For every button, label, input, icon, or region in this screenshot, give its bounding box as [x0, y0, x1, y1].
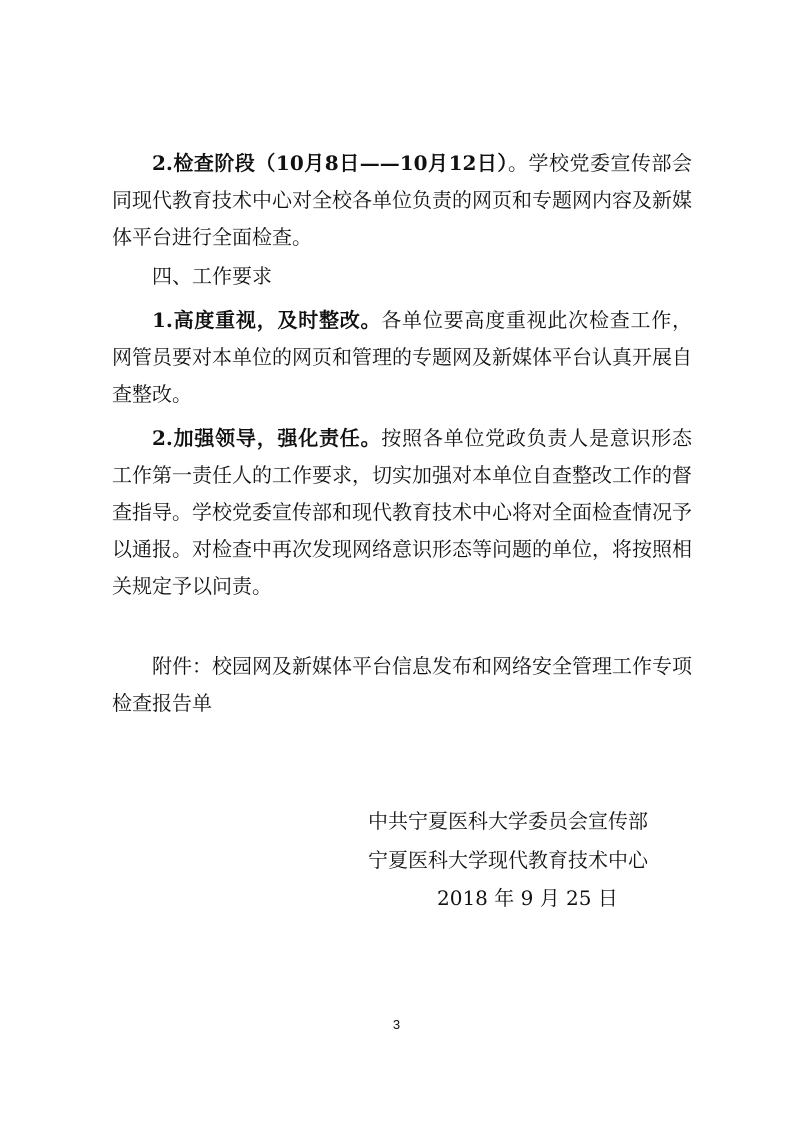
paragraph-text: 。学校党委宣传部会同现代教育技术中心对全校各单位负责的网页和专题网内容及新媒体平台进行全面检查。 — [112, 151, 693, 249]
paragraph-text: 按照各单位党政负责人是意识形态工作第一责任人的工作要求，切实加强对本单位自查整改工作的督查指导。学校党委宣传部和现代教育技术中心将对全面检查情况予以通报。对检查中再次发现网络意识形态等问题的单位，将按照相关规定予以问责。 — [112, 426, 692, 598]
section-heading-work-requirements: 四、工作要求 — [152, 264, 272, 288]
paragraph-inspection-stage — [112, 145, 692, 256]
paragraph-lead: 2.加强领导，强化责任。 — [152, 426, 382, 450]
paragraph-requirement-1 — [112, 302, 692, 413]
signature-org-propaganda-dept: 中共宁夏医科大学委员会宣传部 — [368, 809, 648, 833]
signature-date: 2018 年 9 月 25 日 — [437, 886, 618, 910]
page-number: 3 — [392, 1017, 401, 1032]
attachment-note: 附件：校园网及新媒体平台信息发布和网络安全管理工作专项检查报告单 — [112, 654, 692, 715]
paragraph-lead: 1.高度重视，及时整改。 — [152, 308, 382, 332]
paragraph-lead: 2.检查阶段（10月8日——10月12日） — [152, 151, 508, 175]
signature-org-edu-tech-center: 宁夏医科大学现代教育技术中心 — [368, 848, 648, 872]
paragraph-requirement-2 — [112, 420, 692, 605]
paragraph-text: 各单位要高度重视此次检查工作，网管员要对本单位的网页和管理的专题网及新媒体平台认真开展自查整改。 — [112, 308, 692, 406]
